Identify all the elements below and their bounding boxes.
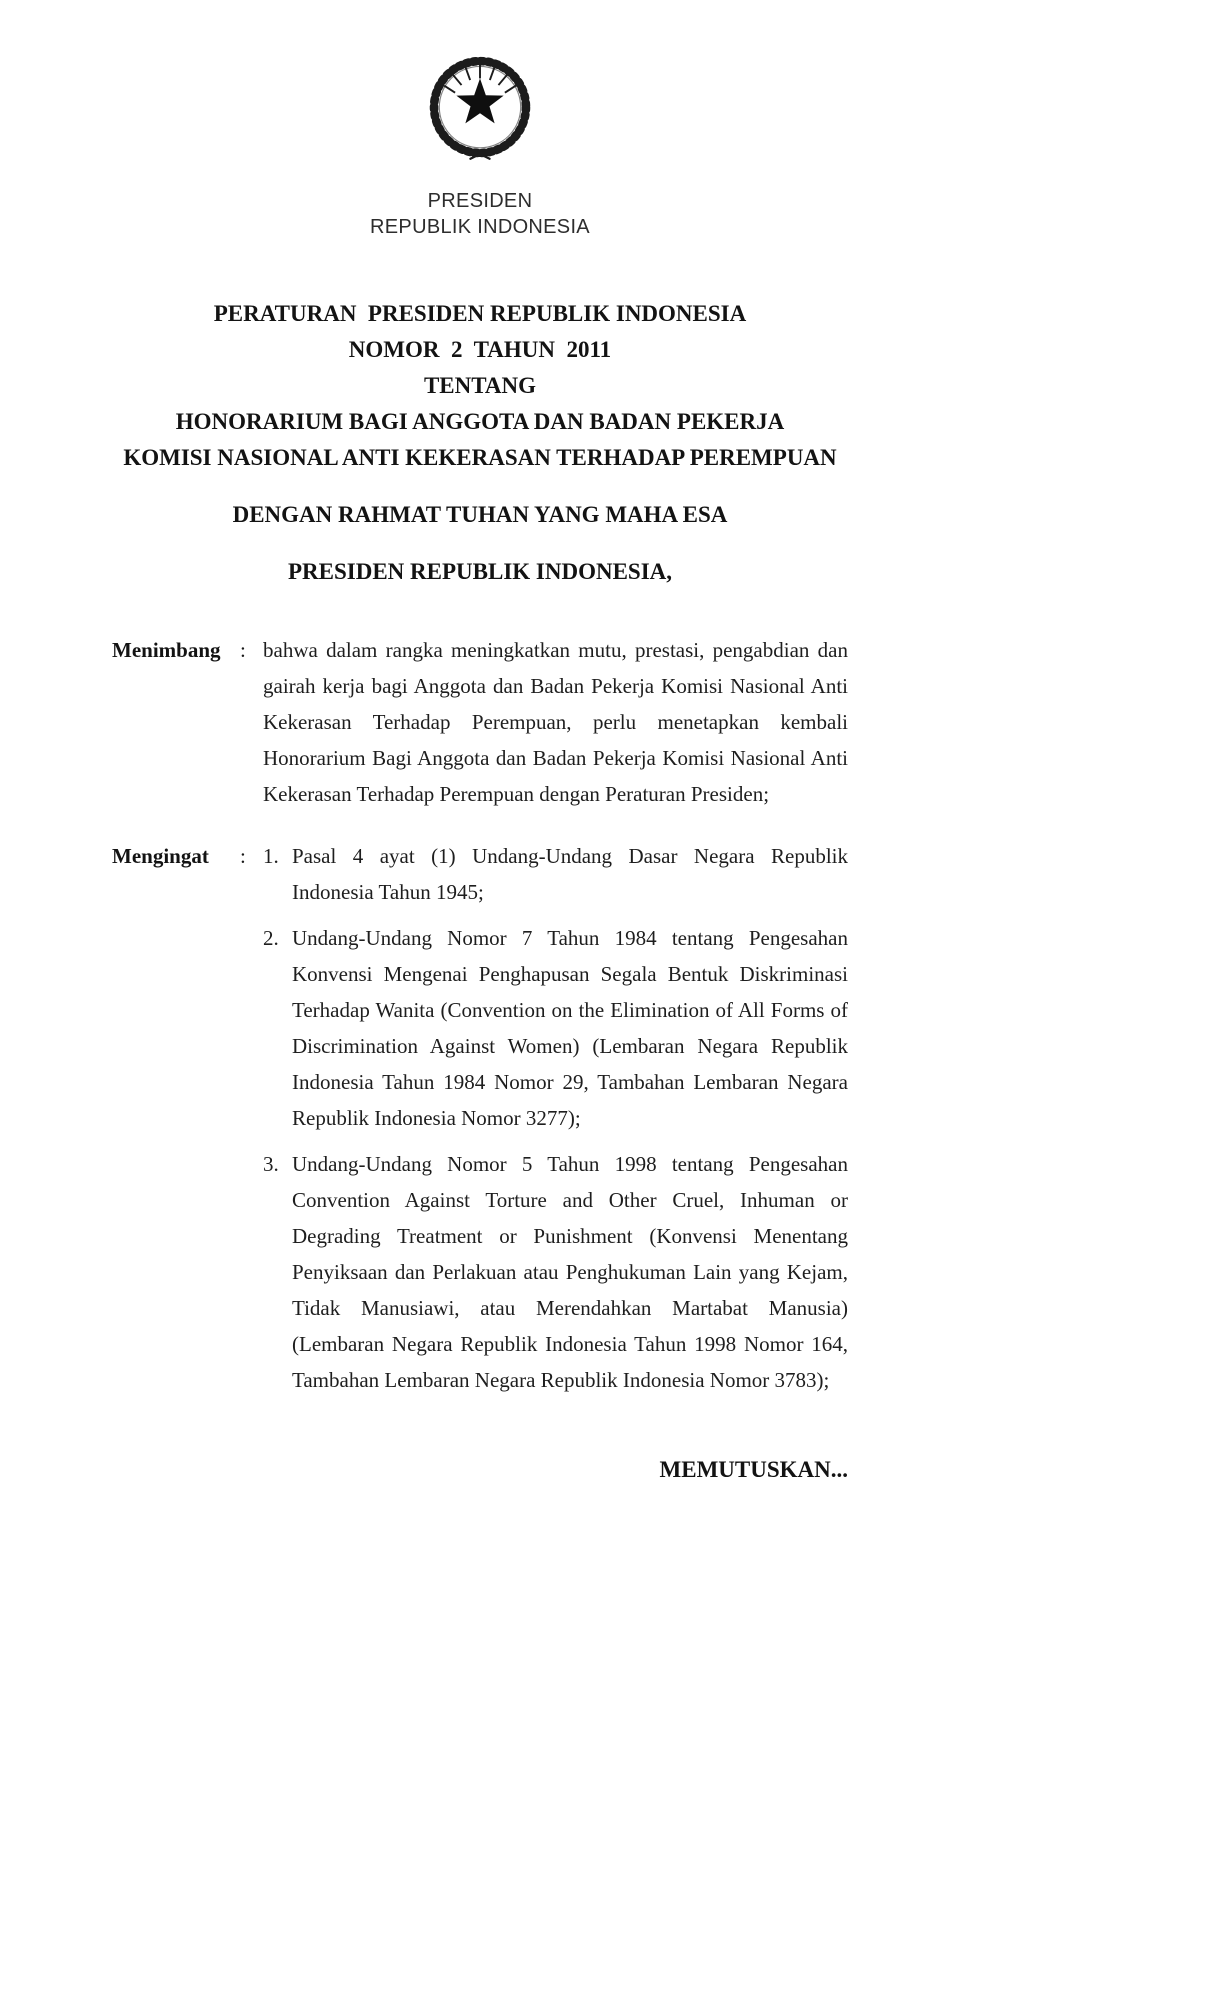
regulation-title-line1: PERATURAN PRESIDEN REPUBLIK INDONESIA bbox=[213, 301, 747, 326]
regulation-tentang-line: TENTANG bbox=[423, 373, 537, 398]
legal-basis-item-number: 3. bbox=[263, 1152, 279, 1176]
legal-basis-item-text: Undang-Undang Nomor 7 Tahun 1984 tentang Pengesahan Konvensi Mengenai Penghapusan Segala Bentuk Diskriminasi Terhadap Wanita (Convention on the Elimination of All Forms of Discrimination Against Women) (Lembaran Negara Republik Indonesia Tahun 1984 Nomor 29, Tambahan Lembaran Negara Republik Indonesia Nomor 3277); bbox=[292, 926, 848, 1130]
invocation-line: DENGAN RAHMAT TUHAN YANG MAHA ESA bbox=[232, 502, 728, 527]
legal-basis-item bbox=[263, 838, 848, 910]
considering-colon: : bbox=[240, 638, 246, 662]
legal-basis-list bbox=[263, 838, 848, 1408]
letterhead-presiden: PRESIDEN bbox=[427, 190, 533, 212]
legal-basis-item bbox=[263, 920, 848, 1136]
legal-basis-item-number: 1. bbox=[263, 844, 279, 868]
legal-basis-item-number: 2. bbox=[263, 926, 279, 950]
document-content bbox=[112, 0, 848, 1488]
regulation-subject-line2: KOMISI NASIONAL ANTI KEKERASAN TERHADAP PEREMPUAN bbox=[123, 445, 837, 470]
presidential-seal-icon bbox=[421, 42, 539, 176]
recalling-label: Mengingat bbox=[112, 844, 209, 868]
authority-line: PRESIDEN REPUBLIK INDONESIA, bbox=[287, 559, 673, 584]
legal-basis-item bbox=[263, 1146, 848, 1398]
considering-text: bahwa dalam rangka meningkatkan mutu, prestasi, pengabdian dan gairah kerja bagi Anggota dan Badan Pekerja Komisi Nasional Anti Kekerasan Terhadap Perempuan, perlu menetapkan kembali Honorarium Bagi Anggota dan Badan Pekerja Komisi Nasional Anti Kekerasan Terhadap Perempuan dengan Peraturan Presiden; bbox=[263, 638, 848, 806]
recalling-colon: : bbox=[240, 844, 246, 868]
legal-basis-item-text: Undang-Undang Nomor 5 Tahun 1998 tentang Pengesahan Convention Against Torture and Other Cruel, Inhuman or Degrading Treatment or Punishment (Konvensi Menentang Penyiksaan dan Perlakuan atau Penghukuman Lain yang Kejam, Tidak Manusiawi, atau Merendahkan Martabat Manusia) (Lembaran Negara Republik Indonesia Tahun 1998 Nomor 164, Tambahan Lembaran Negara Republik Indonesia Nomor 3783); bbox=[292, 1152, 848, 1392]
considering-label: Menimbang bbox=[112, 638, 221, 662]
decision-line: MEMUTUSKAN... bbox=[659, 1457, 848, 1482]
letterhead bbox=[112, 188, 848, 240]
legal-basis-item-text: Pasal 4 ayat (1) Undang-Undang Dasar Negara Republik Indonesia Tahun 1945; bbox=[292, 844, 848, 904]
recalling-clause bbox=[112, 838, 848, 1408]
presidential-seal bbox=[421, 42, 539, 176]
regulation-number-line: NOMOR 2 TAHUN 2011 bbox=[348, 337, 612, 362]
regulation-subject-line1: HONORARIUM BAGI ANGGOTA DAN BADAN PEKERJA bbox=[175, 409, 785, 434]
title-block bbox=[112, 296, 848, 476]
letterhead-republik-indonesia: REPUBLIK INDONESIA bbox=[370, 216, 590, 238]
considering-clause bbox=[112, 632, 848, 812]
